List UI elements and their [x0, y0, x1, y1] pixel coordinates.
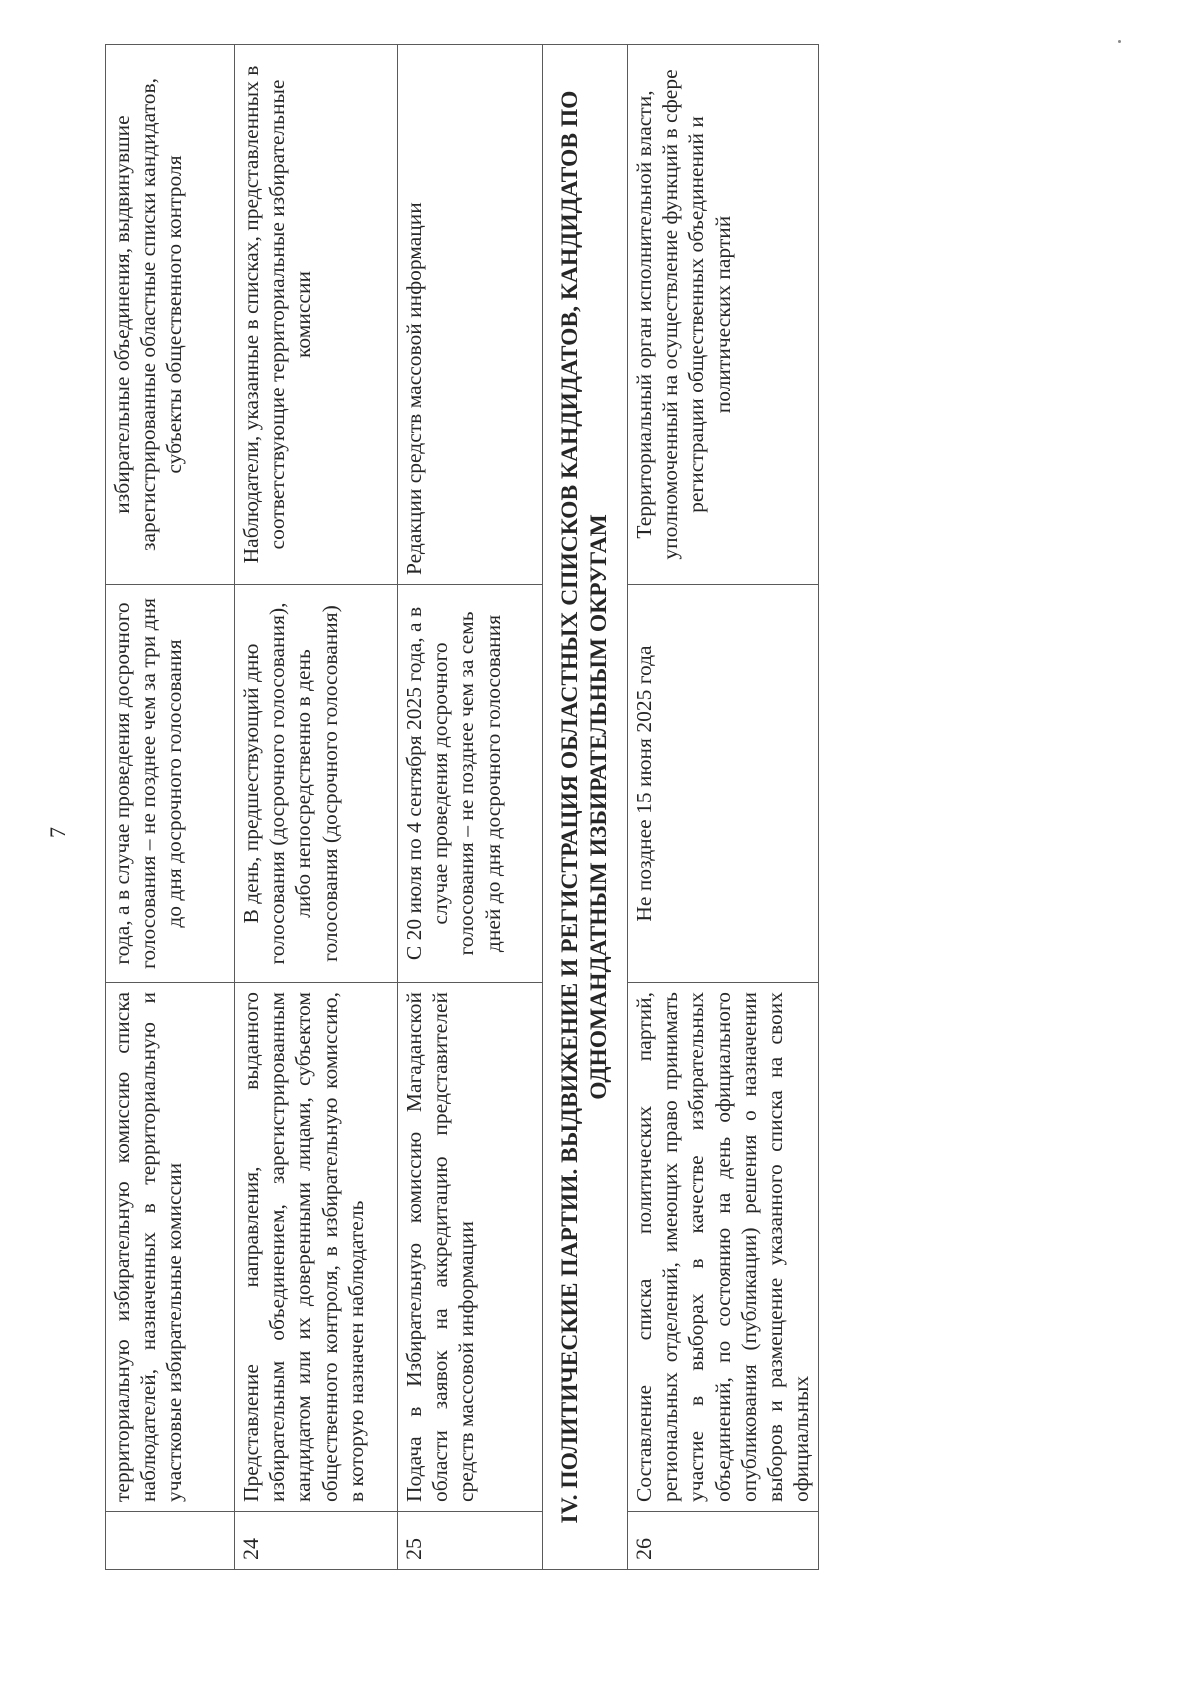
event-cell: Подача в Избирательную комиссию Магаданской области заявок на аккредитацию представителей средств массовой информации	[398, 983, 543, 1512]
executors-cell: Редакции средств массовой информации	[398, 45, 543, 585]
rotated-schedule-sheet	[105, 45, 1147, 1570]
executors-cell: Наблюдатели, указанные в списках, представленных в соответствующие территориальные избирательные комиссии	[235, 45, 398, 585]
deadline-cell: С 20 июля по 4 сентября 2025 года, а в случае проведения досрочного голосования – не позднее чем за семь дней до дня досрочного голосования	[398, 585, 543, 983]
page-number: 7	[45, 827, 70, 838]
section-heading-row	[543, 45, 628, 1570]
table-row	[398, 45, 543, 1570]
executors-cell: избирательные объединения, выдвинувшие зарегистрированные областные списки кандидатов, субъекты общественного контроля	[106, 45, 235, 585]
event-cell: Представление направления, выданного избирательным объединением, зарегистрированным кандидатом или их доверенными лицами, субъектом общественного контроля, в избирательную комиссию, в которую назначен наблюдатель	[235, 983, 398, 1512]
row-number: 26	[628, 1512, 819, 1570]
event-cell: территориальную избирательную комиссию списка наблюдателей, назначенных в территориальную и участковые избирательные комиссии	[106, 983, 235, 1512]
event-cell: Составление списка политических партий, региональных отделений, имеющих право принимать участие в выборах в качестве избирательных объединений, по состоянию на день официального опубликования (публикации) решения о назначении выборов и размещение указанного списка на своих официальных	[628, 983, 819, 1512]
deadline-cell: В день, предшествующий дню голосования (досрочного голосования), либо непосредственно в день голосования (досрочного голосования)	[235, 585, 398, 983]
section-title: IV. ПОЛИТИЧЕСКИЕ ПАРТИИ. ВЫДВИЖЕНИЕ И РЕГИСТРАЦИЯ ОБЛАСТНЫХ СПИСКОВ КАНДИДАТОВ, КАНДИДАТОВ ПО ОДНОМАНДАТНЫМ ИЗБИРАТЕЛЬНЫМ ОКРУГАМ	[543, 45, 628, 1570]
row-number: 24	[235, 1512, 398, 1570]
row-number	[106, 1512, 235, 1570]
scan-speck	[1118, 40, 1121, 43]
election-schedule-table	[105, 44, 819, 1570]
table-row	[106, 45, 235, 1570]
table-row	[235, 45, 398, 1570]
deadline-cell: Не позднее 15 июня 2025 года	[628, 585, 819, 983]
row-number: 25	[398, 1512, 543, 1570]
deadline-cell: года, а в случае проведения досрочного голосования – не позднее чем за три дня до дня досрочного голосования	[106, 585, 235, 983]
table-row	[628, 45, 819, 1570]
executors-cell: Территориальный орган исполнительной власти, уполномоченный на осуществление функций в сфере регистрации общественных объединений и политических партий	[628, 45, 819, 585]
